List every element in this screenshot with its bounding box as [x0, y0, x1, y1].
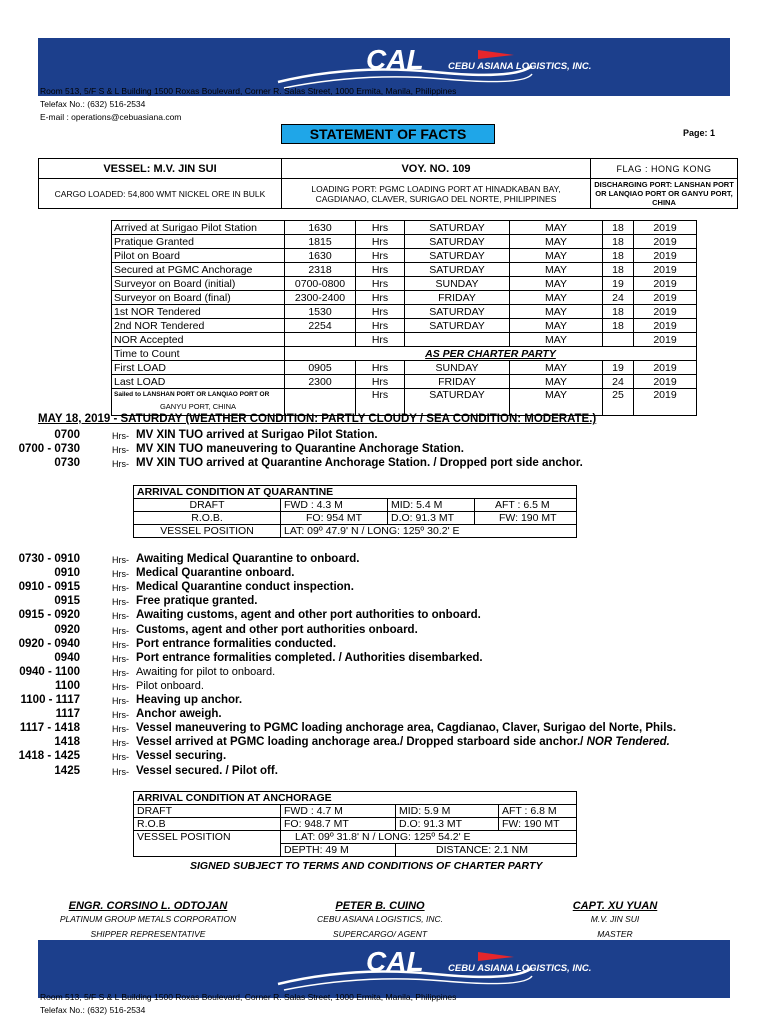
entry-time: 1117 - 1418: [19, 722, 80, 735]
event-time: 1630: [285, 221, 356, 235]
event-month: MAY: [510, 319, 603, 333]
entry-unit: Hrs-: [112, 569, 129, 580]
event-date: 18: [603, 221, 634, 235]
discharging-port: DISCHARGING PORT: LANSHAN PORT OR LANQIAO PORT OR GANYU PORT, CHINA: [591, 179, 738, 209]
timeline-entry: [0, 580, 740, 594]
quarantine-aft: AFT : 6.5 M: [475, 499, 577, 512]
entry-unit: Hrs-: [112, 710, 129, 721]
event-time: 1530: [285, 305, 356, 319]
event-time: 2254: [285, 319, 356, 333]
event-label: Surveyor on Board (final): [112, 291, 285, 305]
anchorage-draft-label: DRAFT: [134, 805, 281, 818]
quarantine-fw: FW: 190 MT: [475, 512, 577, 525]
event-unit: Hrs: [356, 389, 405, 416]
event-day: SUNDAY: [405, 277, 510, 291]
entry-unit: Hrs-: [112, 752, 129, 763]
event-label: Secured at PGMC Anchorage: [112, 263, 285, 277]
event-year: 2019: [634, 291, 697, 305]
event-month: MAY: [510, 249, 603, 263]
signature-agent: [290, 900, 470, 942]
anchorage-aft: AFT : 6.8 M: [499, 805, 577, 818]
entry-text: Medical Quarantine onboard.: [136, 567, 295, 580]
entry-text: Free pratique granted.: [136, 595, 258, 608]
signatory-role: SHIPPER REPRESENTATIVE: [90, 929, 206, 939]
vessel-flag: FLAG : HONG KONG: [591, 159, 738, 179]
event-date: 18: [603, 235, 634, 249]
timeline-entry: [0, 651, 740, 665]
event-unit: Hrs: [356, 221, 405, 235]
entry-description: [136, 693, 242, 707]
anchorage-position-label: VESSEL POSITION: [134, 831, 281, 857]
event-unit: Hrs: [356, 249, 405, 263]
company-address-block-footer: [40, 991, 456, 1017]
entry-text: Pilot onboard.: [136, 679, 204, 692]
event-label: 1st NOR Tendered: [112, 305, 285, 319]
event-day: FRIDAY: [405, 291, 510, 305]
signatory-name: ENGR. CORSINO L. ODTOJAN: [68, 900, 228, 912]
anchorage-mid: MID: 5.9 M: [396, 805, 499, 818]
event-label: Pilot on Board: [112, 249, 285, 263]
day-heading: MAY 18, 2019 - SATURDAY (WEATHER CONDITION: PARTLY CLOUDY / SEA CONDITION: MODERATE.): [38, 413, 597, 425]
anchorage-rob-label: R.O.B: [134, 818, 281, 831]
logo-lettering: CAL: [366, 946, 424, 977]
entry-time: 0910 - 0915: [18, 581, 80, 594]
quarantine-do: D.O: 91.3 MT: [388, 512, 475, 525]
entry-time: 0700: [54, 429, 80, 441]
signed-note: SIGNED SUBJECT TO TERMS AND CONDITIONS OF CHARTER PARTY: [190, 860, 543, 872]
entry-time: 0940 - 1100: [19, 665, 80, 678]
event-month: MAY: [510, 277, 603, 291]
event-time: 2300: [285, 375, 356, 389]
quarantine-rob-label: R.O.B.: [134, 512, 281, 525]
anchorage-do: D.O: 91.3 MT: [396, 818, 499, 831]
anchorage-condition-table: [133, 791, 577, 857]
entry-text: Vessel maneuvering to PGMC loading anchorage area, Cagdianao, Claver, Surigao del Norte, Phils.: [136, 722, 677, 735]
entry-text: Vessel arrived at PGMC loading anchorage area./ Dropped starboard side anchor./: [136, 736, 584, 749]
entry-unit: Hrs-: [112, 625, 129, 636]
entry-description: [136, 608, 481, 622]
entry-text: MV XIN TUO arrived at Quarantine Anchorage Station. / Dropped port side anchor.: [136, 457, 583, 470]
entry-description: [136, 665, 275, 679]
entry-text: MV XIN TUO maneuvering to Quarantine Anchorage Station.: [136, 443, 465, 456]
entry-description: [136, 456, 583, 470]
voyage-number: VOY. NO. 109: [282, 159, 591, 179]
event-month: MAY: [510, 235, 603, 249]
cargo-loaded: CARGO LOADED: 54,800 WMT NICKEL ORE IN BULK: [39, 179, 282, 209]
entry-description: [136, 637, 336, 651]
entry-description: [136, 580, 354, 594]
anchorage-fw: FW: 190 MT: [499, 818, 577, 831]
event-row: [112, 277, 697, 291]
entry-text: Awaiting for pilot to onboard.: [136, 665, 276, 678]
event-day: SATURDAY: [405, 389, 510, 416]
entry-unit: Hrs-: [112, 611, 129, 622]
charter-party-note: AS PER CHARTER PARTY: [285, 347, 697, 361]
signatory-name: CAPT. XU YUAN: [572, 900, 658, 912]
event-date: 19: [603, 277, 634, 291]
event-time: [285, 389, 356, 416]
event-year: 2019: [634, 361, 697, 375]
document-title: STATEMENT OF FACTS: [281, 124, 495, 144]
company-telefax: Telefax No.: (632) 516-2534: [40, 1005, 146, 1015]
event-label: Last LOAD: [112, 375, 285, 389]
event-row: [112, 319, 697, 333]
event-month: MAY: [510, 333, 603, 347]
entry-text: Port entrance formalities conducted.: [136, 637, 337, 650]
event-label-sailed: [112, 389, 285, 416]
entry-unit: Hrs-: [112, 696, 129, 706]
event-label: Arrived at Surigao Pilot Station: [112, 221, 285, 235]
timeline-entry: [0, 456, 740, 470]
entry-time: 1418: [54, 736, 80, 749]
event-time: 0700-0800: [285, 277, 356, 291]
timeline-entry: [0, 749, 740, 763]
event-year: 2019: [634, 375, 697, 389]
event-unit: Hrs: [356, 291, 405, 305]
timeline-entry: [0, 707, 740, 721]
timeline-entry: [0, 428, 740, 442]
event-date: [603, 333, 634, 347]
entry-unit: Hrs-: [112, 639, 129, 650]
anchorage-title: ARRIVAL CONDITION AT ANCHORAGE: [134, 792, 577, 805]
event-row: [112, 333, 697, 347]
entry-text: Vessel secured. / Pilot off.: [136, 764, 278, 777]
loading-port: LOADING PORT: PGMC LOADING PORT AT HINADKABAN BAY, CAGDIANAO, CLAVER, SURIGAO DEL NORTE, PHILIPPINES: [282, 179, 591, 209]
event-month: MAY: [510, 361, 603, 375]
event-row: [112, 347, 697, 361]
timeline-entry: [0, 679, 740, 693]
event-day: FRIDAY: [405, 375, 510, 389]
timeline-entry: [0, 442, 740, 456]
event-label: Surveyor on Board (initial): [112, 277, 285, 291]
entry-text: Medical Quarantine conduct inspection.: [136, 581, 354, 594]
event-date: 18: [603, 305, 634, 319]
event-time: 2300-2400: [285, 291, 356, 305]
entry-text: Port entrance formalities completed. / Authorities disembarked.: [136, 651, 483, 664]
event-row: [112, 361, 697, 375]
event-time: [285, 333, 356, 347]
events-table: [111, 220, 697, 416]
event-row: [112, 375, 697, 389]
event-month: MAY: [510, 375, 603, 389]
quarantine-fo: FO: 954 MT: [281, 512, 388, 525]
event-unit: Hrs: [356, 263, 405, 277]
entry-unit: Hrs-: [112, 597, 129, 608]
entry-unit: Hrs-: [112, 667, 129, 678]
entry-text: Customs, agent and other port authorities onboard.: [136, 623, 418, 636]
event-month: MAY: [510, 305, 603, 319]
company-name: CEBU ASIANA LOGISTICS, INC.: [448, 963, 592, 974]
sailed-label-line1: Sailed to LANSHAN PORT OR LANQIAO PORT OR: [114, 391, 270, 398]
event-row: [112, 249, 697, 263]
entry-unit: Hrs-: [112, 766, 129, 777]
company-name: CEBU ASIANA LOGISTICS, INC.: [448, 61, 592, 72]
signatory-org: CEBU ASIANA LOGISTICS, INC.: [317, 914, 443, 924]
entry-description: [136, 735, 670, 749]
quarantine-condition-table: [133, 485, 577, 538]
signatory-role: MASTER: [597, 929, 633, 939]
entry-time: 1100: [55, 679, 80, 692]
entry-time: 0920 - 0940: [18, 637, 80, 650]
event-time: 1630: [285, 249, 356, 263]
event-unit: Hrs: [356, 305, 405, 319]
event-unit: Hrs: [356, 361, 405, 375]
entry-text: MV XIN TUO arrived at Surigao Pilot Station.: [136, 429, 378, 441]
event-day: SUNDAY: [405, 361, 510, 375]
quarantine-position-label: VESSEL POSITION: [134, 525, 281, 538]
entry-time: 0915 - 0920: [18, 609, 80, 622]
event-row: [112, 291, 697, 305]
anchorage-depth: DEPTH: 49 M: [281, 844, 396, 857]
quarantine-position: LAT: 09º 47.9' N / LONG: 125º 30.2' E: [281, 525, 577, 538]
event-day: SATURDAY: [405, 235, 510, 249]
entry-description: [136, 442, 464, 456]
entry-time: 0700 - 0730: [18, 443, 80, 456]
entry-description: [136, 707, 222, 721]
entry-unit: Hrs-: [112, 445, 129, 456]
event-date: 18: [603, 319, 634, 333]
entry-time: 0915: [54, 595, 80, 608]
company-email: E-mail : operations@cebuasiana.com: [40, 112, 182, 122]
timeline-entry: [0, 665, 740, 679]
event-date: 18: [603, 263, 634, 277]
event-date: 18: [603, 249, 634, 263]
entry-description: [136, 428, 378, 442]
entry-time: 0730: [54, 457, 80, 470]
anchorage-position: LAT: 09º 31.8' N / LONG: 125º 54.2' E: [281, 831, 577, 844]
entry-time: 1418 - 1425: [18, 750, 80, 763]
event-date: 24: [603, 291, 634, 305]
entry-unit: Hrs-: [112, 583, 129, 594]
timeline-entry: [0, 623, 740, 637]
entry-time: 0920: [54, 623, 80, 636]
quarantine-draft-label: DRAFT: [134, 499, 281, 512]
event-month: MAY: [510, 263, 603, 277]
event-year: 2019: [634, 333, 697, 347]
event-year: 2019: [634, 305, 697, 319]
quarantine-fwd: FWD : 4.3 M: [281, 499, 388, 512]
entry-text: Anchor aweigh.: [136, 708, 222, 721]
event-year: 2019: [634, 263, 697, 277]
quarantine-mid: MID: 5.4 M: [388, 499, 475, 512]
entry-unit: Hrs-: [112, 681, 129, 692]
timeline-entry: [0, 552, 740, 566]
anchorage-fwd: FWD : 4.7 M: [281, 805, 396, 818]
entry-unit: Hrs-: [112, 724, 129, 735]
sailed-label-line2: GANYU PORT, CHINA: [159, 402, 237, 411]
entry-description: [136, 552, 359, 566]
timeline-entry: [0, 637, 740, 651]
event-label: Time to Count: [112, 347, 285, 361]
event-month: MAY: [510, 221, 603, 235]
entry-description: [136, 679, 204, 693]
event-unit: Hrs: [356, 333, 405, 347]
company-address: Room 513, 5/F S & L Building 1500 Roxas Boulevard, Corner R. Salas Street, 1000 Ermita, Manila, Philippines: [40, 992, 457, 1002]
signatory-org: PLATINUM GROUP METALS CORPORATION: [59, 914, 237, 924]
timeline-entry: [0, 721, 740, 735]
company-address-block: [40, 85, 456, 124]
event-label: Pratique Granted: [112, 235, 285, 249]
event-year: 2019: [634, 319, 697, 333]
event-unit: Hrs: [356, 375, 405, 389]
event-month: MAY: [510, 389, 603, 416]
signatory-role: SUPERCARGO/ AGENT: [332, 929, 428, 939]
signature-shipper: [38, 900, 258, 942]
event-year: 2019: [634, 389, 697, 416]
entry-description: [136, 651, 483, 665]
quarantine-title: ARRIVAL CONDITION AT QUARANTINE: [134, 486, 577, 499]
page-number: Page: 1: [683, 128, 716, 138]
event-time: 1815: [285, 235, 356, 249]
timeline-entry: [0, 566, 740, 580]
event-row: [112, 263, 697, 277]
event-day: SATURDAY: [405, 249, 510, 263]
entry-description: [136, 566, 294, 580]
event-year: 2019: [634, 221, 697, 235]
event-row: [112, 305, 697, 319]
entry-text: Awaiting Medical Quarantine to onboard.: [136, 553, 360, 565]
entry-unit: Hrs-: [112, 653, 129, 664]
entry-text: Heaving up anchor.: [136, 694, 243, 706]
event-day: SATURDAY: [405, 221, 510, 235]
entry-description: [136, 721, 676, 735]
entry-time: 1100 - 1117: [20, 694, 80, 706]
event-date: 25: [603, 389, 634, 416]
anchorage-fo: FO: 948.7 MT: [281, 818, 396, 831]
event-year: 2019: [634, 277, 697, 291]
vessel-header-table: [38, 158, 738, 209]
event-unit: Hrs: [356, 319, 405, 333]
event-time: 0905: [285, 361, 356, 375]
signature-master: [540, 900, 690, 942]
event-day: SATURDAY: [405, 305, 510, 319]
entry-unit: Hrs-: [112, 555, 129, 565]
event-month: MAY: [510, 291, 603, 305]
company-telefax: Telefax No.: (632) 516-2534: [40, 99, 146, 109]
entry-time: 0940: [54, 651, 80, 664]
timeline-entry: [0, 735, 740, 749]
nor-tendered-note: NOR Tendered.: [583, 736, 670, 749]
event-date: 19: [603, 361, 634, 375]
timeline-entry: [0, 693, 740, 707]
signatory-name: PETER B. CUINO: [335, 900, 425, 912]
event-label: First LOAD: [112, 361, 285, 375]
entry-time: 0910: [54, 567, 80, 580]
company-banner-footer: [38, 940, 730, 998]
entry-unit: Hrs-: [112, 738, 129, 749]
event-unit: Hrs: [356, 235, 405, 249]
event-row-sailed: [112, 389, 697, 416]
entry-unit: Hrs-: [112, 431, 129, 441]
event-label: 2nd NOR Tendered: [112, 319, 285, 333]
company-address: Room 513, 5/F S & L Building 1500 Roxas Boulevard, Corner R. Salas Street, 1000 Ermita, Manila, Philippines: [40, 86, 457, 96]
timeline-entry: [0, 594, 740, 608]
entry-text: Awaiting customs, agent and other port authorities to onboard.: [136, 609, 481, 622]
timeline-entry: [0, 608, 740, 622]
entry-description: [136, 623, 418, 637]
event-label: NOR Accepted: [112, 333, 285, 347]
signatory-org: M.V. JIN SUI: [590, 914, 640, 924]
event-day: SATURDAY: [405, 319, 510, 333]
entry-description: [136, 594, 257, 608]
event-year: 2019: [634, 235, 697, 249]
event-unit: Hrs: [356, 277, 405, 291]
event-day: SATURDAY: [405, 263, 510, 277]
anchorage-distance: DISTANCE: 2.1 NM: [396, 844, 577, 857]
event-date: 24: [603, 375, 634, 389]
logo-lettering: CAL: [366, 44, 424, 75]
entry-description: [136, 749, 226, 763]
entry-time: 0730 - 0910: [18, 553, 80, 565]
entry-unit: Hrs-: [112, 459, 129, 470]
vessel-name: VESSEL: M.V. JIN SUI: [39, 159, 282, 179]
event-time: 2318: [285, 263, 356, 277]
entry-time: 1425: [54, 764, 80, 777]
entry-text: Vessel securing.: [136, 750, 227, 763]
event-year: 2019: [634, 249, 697, 263]
entry-description: [136, 764, 278, 778]
timeline-entry: [0, 764, 740, 778]
event-day: [405, 333, 510, 347]
event-row: [112, 235, 697, 249]
event-row: [112, 221, 697, 235]
entry-time: 1117: [55, 708, 80, 721]
